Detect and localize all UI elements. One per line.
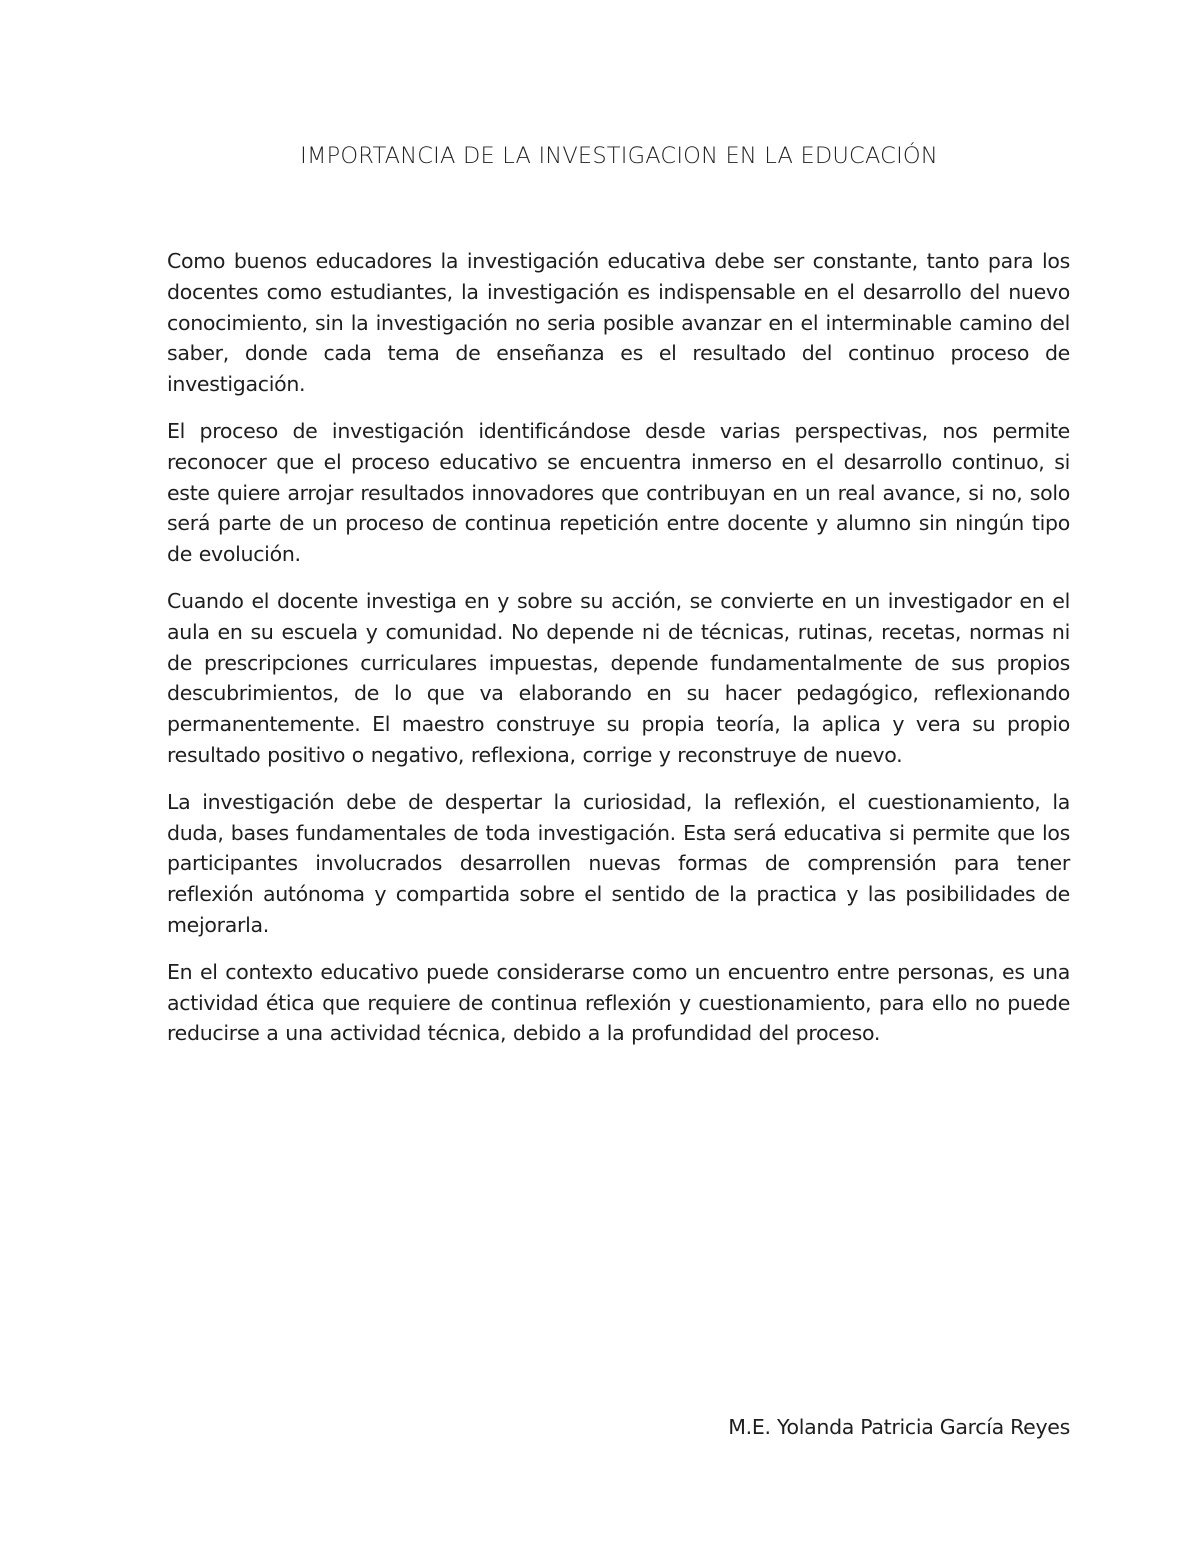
document-title: IMPORTANCIA DE LA INVESTIGACION EN LA EDUCACIÓN (300, 143, 938, 169)
paragraph-1: Como buenos educadores la investigación educativa debe ser constante, tanto para los docentes como estudiantes, la investigación es indispensable en el desarrollo del nuevo conocimiento, sin la investigación no seria posible avanzar en el interminable camino del saber, donde cada tema de enseñanza es el resultado del continuo proceso de investigación. (167, 249, 1070, 397)
paragraph-5: En el contexto educativo puede considerarse como un encuentro entre personas, es una actividad ética que requiere de continua reflexión y cuestionamiento, para ello no puede reducirse a una actividad técnica, debido a la profundidad del proceso. (167, 959, 1070, 1046)
document-body (167, 246, 1070, 1065)
paragraph-3: Cuando el docente investiga en y sobre su acción, se convierte en un investigador en el aula en su escuela y comunidad. No depende ni de técnicas, rutinas, recetas, normas ni de prescripciones curriculares impuestas, depende fundamentalmente de sus propios descubrimientos, de lo que va elaborando en su hacer pedagógico, reflexionando permanentemente. El maestro construye su propia teoría, la aplica y vera su propio resultado positivo o negativo, reflexiona, corrige y reconstruye de nuevo. (167, 588, 1070, 767)
author-signature: M.E. Yolanda Patricia García Reyes (728, 1415, 1070, 1439)
paragraph-2: El proceso de investigación identificándose desde varias perspectivas, nos permite reconocer que el proceso educativo se encuentra inmerso en el desarrollo continuo, si este quiere arrojar resultados innovadores que contribuyan en un real avance, si no, solo será parte de un proceso de continua repetición entre docente y alumno sin ningún tipo de evolución. (167, 418, 1070, 567)
paragraph-4: La investigación debe de despertar la curiosidad, la reflexión, el cuestionamiento, la duda, bases fundamentales de toda investigación. Esta será educativa si permite que los participantes involucrados desarrollen nuevas formas de comprensión para tener reflexión autónoma y compartida sobre el sentido de la practica y las posibilidades de mejorarla. (167, 789, 1070, 937)
